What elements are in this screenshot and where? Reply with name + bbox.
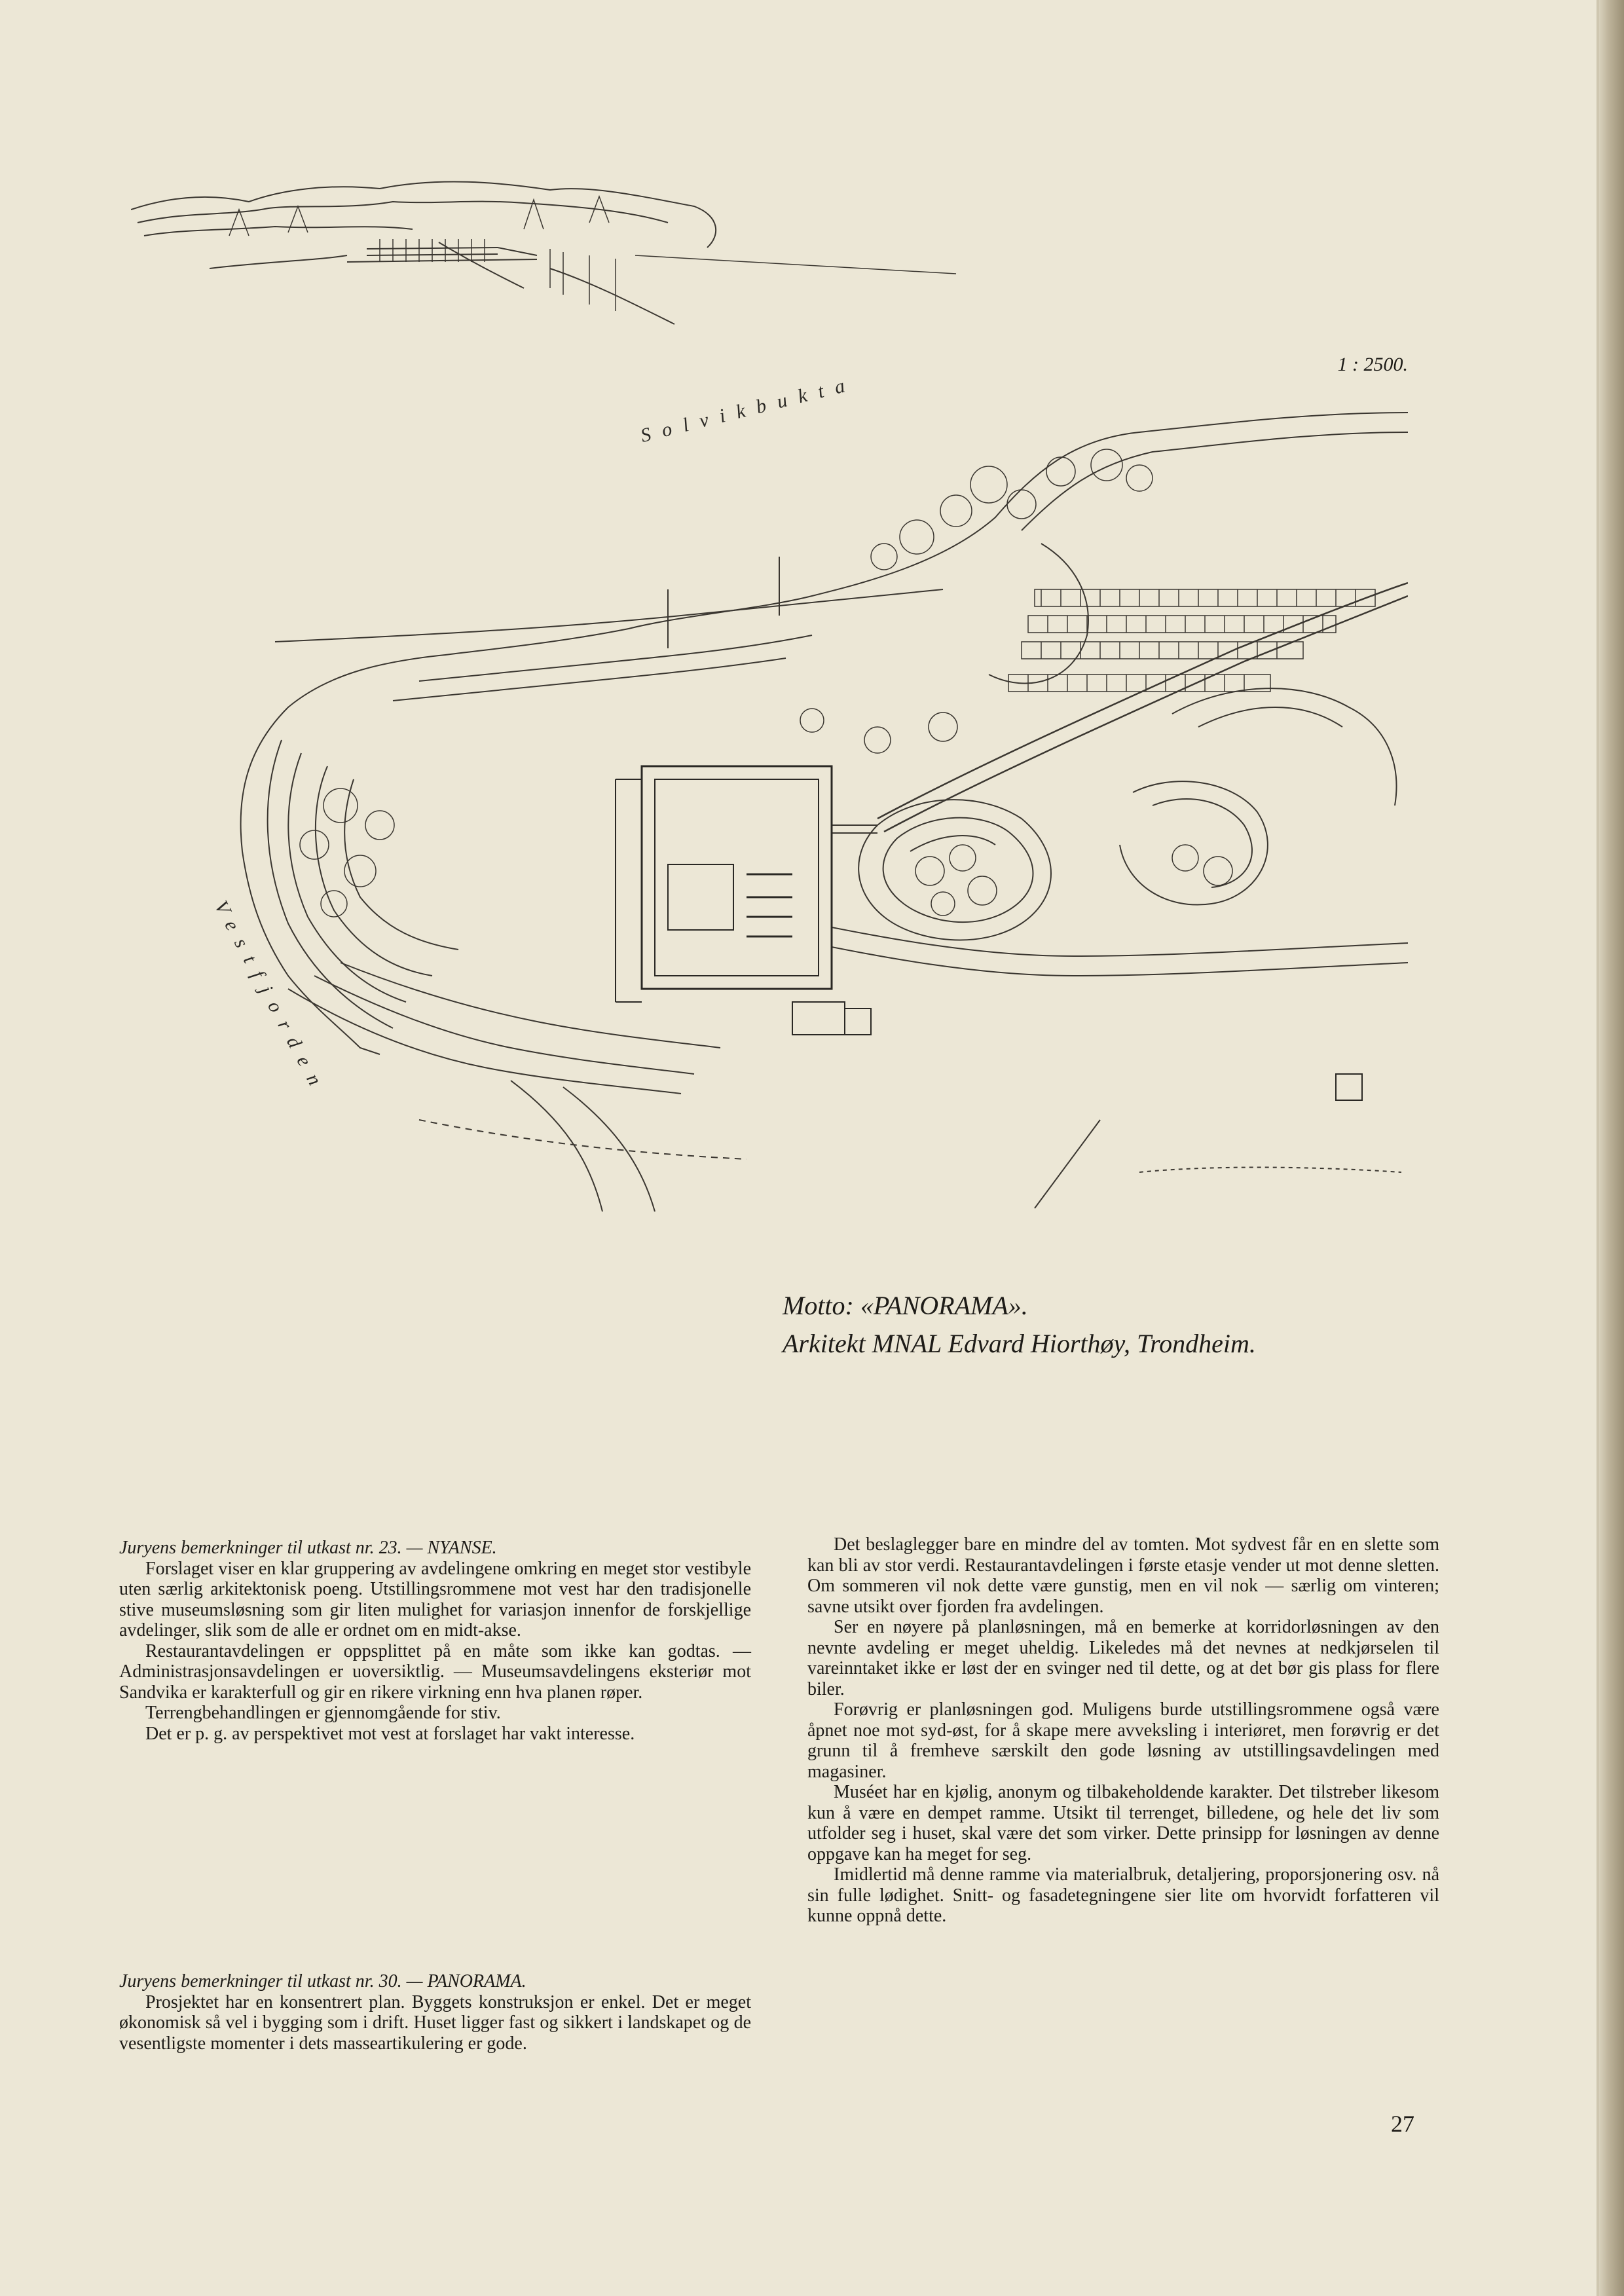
perspective-sketch	[131, 170, 969, 341]
label-solvikbukta: Solvikbukta	[638, 372, 858, 447]
jury-30-continued-paragraph: Ser en nøyere på planløsningen, må en bemerke at korridorløsningen av den nevnte avdeling er meget uheldig. Likeledes må det nevnes at nedkjørselen til vareinntaket ikke er løst der en svinger ned til dette, og at det bør gis plass for flere biler.	[807, 1617, 1439, 1699]
page-edge	[1599, 0, 1624, 2296]
figure-caption	[783, 1287, 1256, 1363]
jury-23-paragraph: Terrengbehandlingen er gjennomgående for stiv.	[145, 1703, 501, 1723]
jury-30-section	[119, 1971, 751, 2054]
jury-30-continued-paragraph: Det beslaglegger bare en mindre del av tomten. Mot sydvest får en en slette som kan bli av stor verdi. Restaurantavdelingen i første etasje vender ut mot denne sletten. Om sommeren vil nok dette være gunstig, men en vil nok — særlig om vinteren; savne utsikt over fjorden fra avdelingen.	[807, 1534, 1439, 1617]
scale-label: 1 : 2500.	[1337, 354, 1408, 375]
jury-23-heading: Juryens bemerkninger til utkast nr. 23. — NYANSE.	[119, 1538, 497, 1558]
caption-motto: Motto: «PANORAMA».	[783, 1291, 1028, 1320]
jury-23-paragraph: Forslaget viser en klar gruppering av avdelingene omkring en meget stor vestibyle uten særlig arkitektonisk poeng. Utstillingsrommene mot vest har den tradisjonelle stive museumsløsning som gir liten mulighet for variasjon innenfor de forskjellige avdelinger, slik som de alle er ordnet om en midt-akse.	[119, 1558, 751, 1640]
jury-30-heading: Juryens bemerkninger til utkast nr. 30. — PANORAMA.	[119, 1971, 526, 1991]
jury-30-continued-paragraph: Forøvrig er planløsningen god. Muligens burde utstillingsrommene også være åpnet noe mot syd-øst, for å skape mere avveksling i interiøret, men forøvrig er det grunn til å fremheve særskilt den gode løsning av utstillingsavdelingen med magasiner.	[807, 1699, 1439, 1782]
page-number: 27	[1391, 2111, 1414, 2137]
jury-30-continued	[807, 1534, 1439, 1927]
label-vestfjorden: Vestfjorden	[210, 897, 331, 1100]
jury-23-paragraph: Restaurantavdelingen er oppsplittet på en måte som ikke kan godtas. — Administrasjonsavdelingen er uoversiktlig. — Museumsavdelingens eksteriør mot Sandvika er karakterfull og gir en rikere virkning enn hva planen røper.	[119, 1640, 751, 1703]
jury-23-section	[119, 1538, 751, 1744]
site-plan	[223, 399, 1408, 1212]
jury-30-paragraph: Prosjektet har en konsentrert plan. Byggets konstruksjon er enkel. Det er meget økonomisk så vel i bygging som i drift. Huset ligger fast og sikkert i landskapet og de vesentligste momenter i dets masseartikulering er gode.	[119, 1991, 751, 2054]
jury-30-continued-paragraph: Imidlertid må denne ramme via materialbruk, detaljering, proporsjonering osv. nå sin fulle lødighet. Snitt- og fasadetegningene sier lite om hvorvidt forfatteren vil kunne oppnå dette.	[807, 1864, 1439, 1926]
caption-architect: Arkitekt MNAL Edvard Hiorthøy, Trondheim.	[783, 1329, 1256, 1358]
jury-30-continued-paragraph: Muséet har en kjølig, anonym og tilbakeholdende karakter. Det tilstreber likesom kun å være en dempet ramme. Utsikt til terrenget, billedene, og hele det liv som utfolder seg i huset, skal være det som virker. Dette prinsipp for løsningen av denne oppgave kan ha meget for seg.	[807, 1782, 1439, 1864]
jury-23-paragraph: Det er p. g. av perspektivet mot vest at forslaget har vakt interesse.	[145, 1723, 635, 1744]
